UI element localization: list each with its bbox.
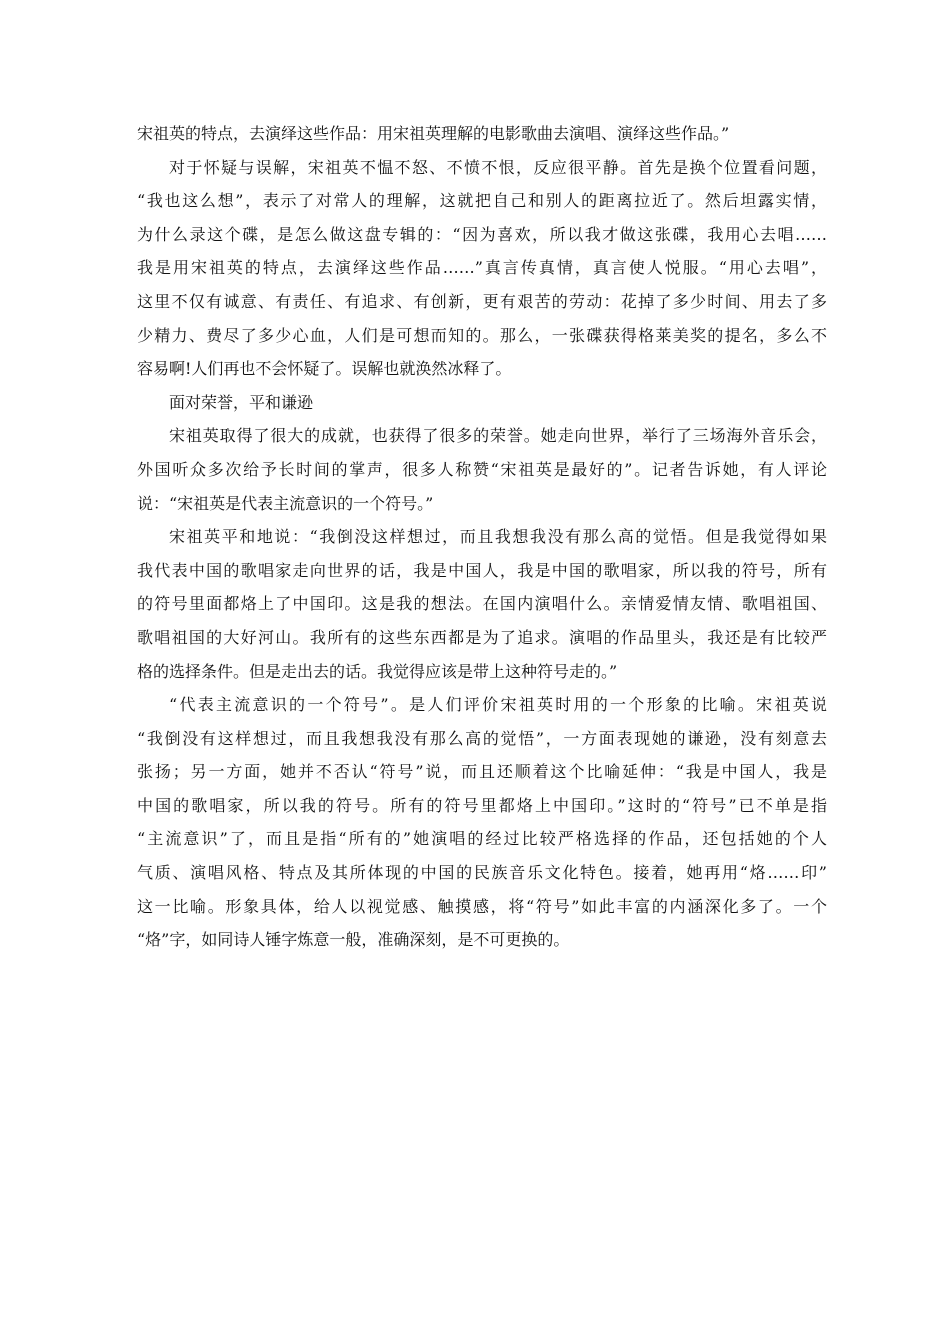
text-line: 为什么录这个碟，是怎么做这盘专辑的：“因为喜欢，所以我才做这张碟，我用心去唱…… — [137, 224, 827, 244]
text-line: 容易啊!人们再也不会怀疑了。误解也就涣然冰释了。 — [137, 359, 512, 379]
text-line: “代表主流意识的一个符号”。是人们评价宋祖英时用的一个形象的比喻。宋祖英说 — [169, 695, 827, 715]
text-line: 说：“宋祖英是代表主流意识的一个符号。” — [137, 493, 434, 513]
text-line: 宋祖英取得了很大的成就，也获得了很多的荣誉。她走向世界，举行了三场海外音乐会， — [169, 426, 827, 446]
text-line: 面对荣誉，平和谦逊 — [169, 392, 314, 412]
text-line: “烙”字，如同诗人锤字炼意一般，准确深刻，是不可更换的。 — [137, 930, 570, 950]
text-line: 我是用宋祖英的特点，去演绎这些作品……”真言传真情，真言使人悦服。“用心去唱”， — [137, 258, 827, 278]
text-line: 歌唱祖国的大好河山。我所有的这些东西都是为了追求。演唱的作品里头，我还是有比较严 — [137, 627, 827, 647]
text-line: 张扬；另一方面，她并不否认“符号”说，而且还顺着这个比喻延伸：“我是中国人，我是 — [137, 762, 827, 782]
text-line: 的符号里面都烙上了中国印。这是我的想法。在国内演唱什么。亲情爱情友情、歌唱祖国、 — [137, 594, 827, 614]
text-line: 对于怀疑与误解，宋祖英不愠不怒、不愤不恨，反应很平静。首先是换个位置看问题， — [169, 157, 827, 177]
text-line: “我倒没有这样想过，而且我想我没有那么高的觉悟”，一方面表现她的谦逊，没有刻意去 — [137, 728, 827, 748]
text-line: 外国听众多次给予长时间的掌声，很多人称赞“宋祖英是最好的”。记者告诉她，有人评论 — [137, 459, 827, 479]
text-line: 宋祖英平和地说：“我倒没这样想过，而且我想我没有那么高的觉悟。但是我觉得如果 — [169, 527, 827, 547]
text-line: 格的选择条件。但是走出去的话。我觉得应该是带上这种符号走的。” — [137, 661, 618, 681]
document-body — [137, 117, 827, 957]
text-line: 气质、演唱风格、特点及其所体现的中国的民族音乐文化特色。接着，她再用“烙……印” — [137, 863, 827, 883]
text-line: “我也这么想”，表示了对常人的理解，这就把自己和别人的距离拉近了。然后坦露实情， — [137, 191, 827, 211]
text-line: 中国的歌唱家，所以我的符号。所有的符号里都烙上中国印。”这时的“符号”已不单是指 — [137, 795, 827, 815]
text-line: 这里不仅有诚意、有责任、有追求、有创新，更有艰苦的劳动：花掉了多少时间、用去了多 — [137, 291, 827, 311]
text-line: 我代表中国的歌唱家走向世界的话，我是中国人，我是中国的歌唱家，所以我的符号，所有 — [137, 560, 827, 580]
text-line: 这一比喻。形象具体，给人以视觉感、触摸感，将“符号”如此丰富的内涵深化多了。一个 — [137, 896, 827, 916]
text-line: 宋祖英的特点，去演绎这些作品：用宋祖英理解的电影歌曲去演唱、演绎这些作品。” — [137, 124, 730, 143]
text-line: 少精力、费尽了多少心血，人们是可想而知的。那么，一张碟获得格莱美奖的提名，多么不 — [137, 325, 827, 345]
text-line: “主流意识”了，而且是指“所有的”她演唱的经过比较严格选择的作品，还包括她的个人 — [137, 829, 827, 849]
